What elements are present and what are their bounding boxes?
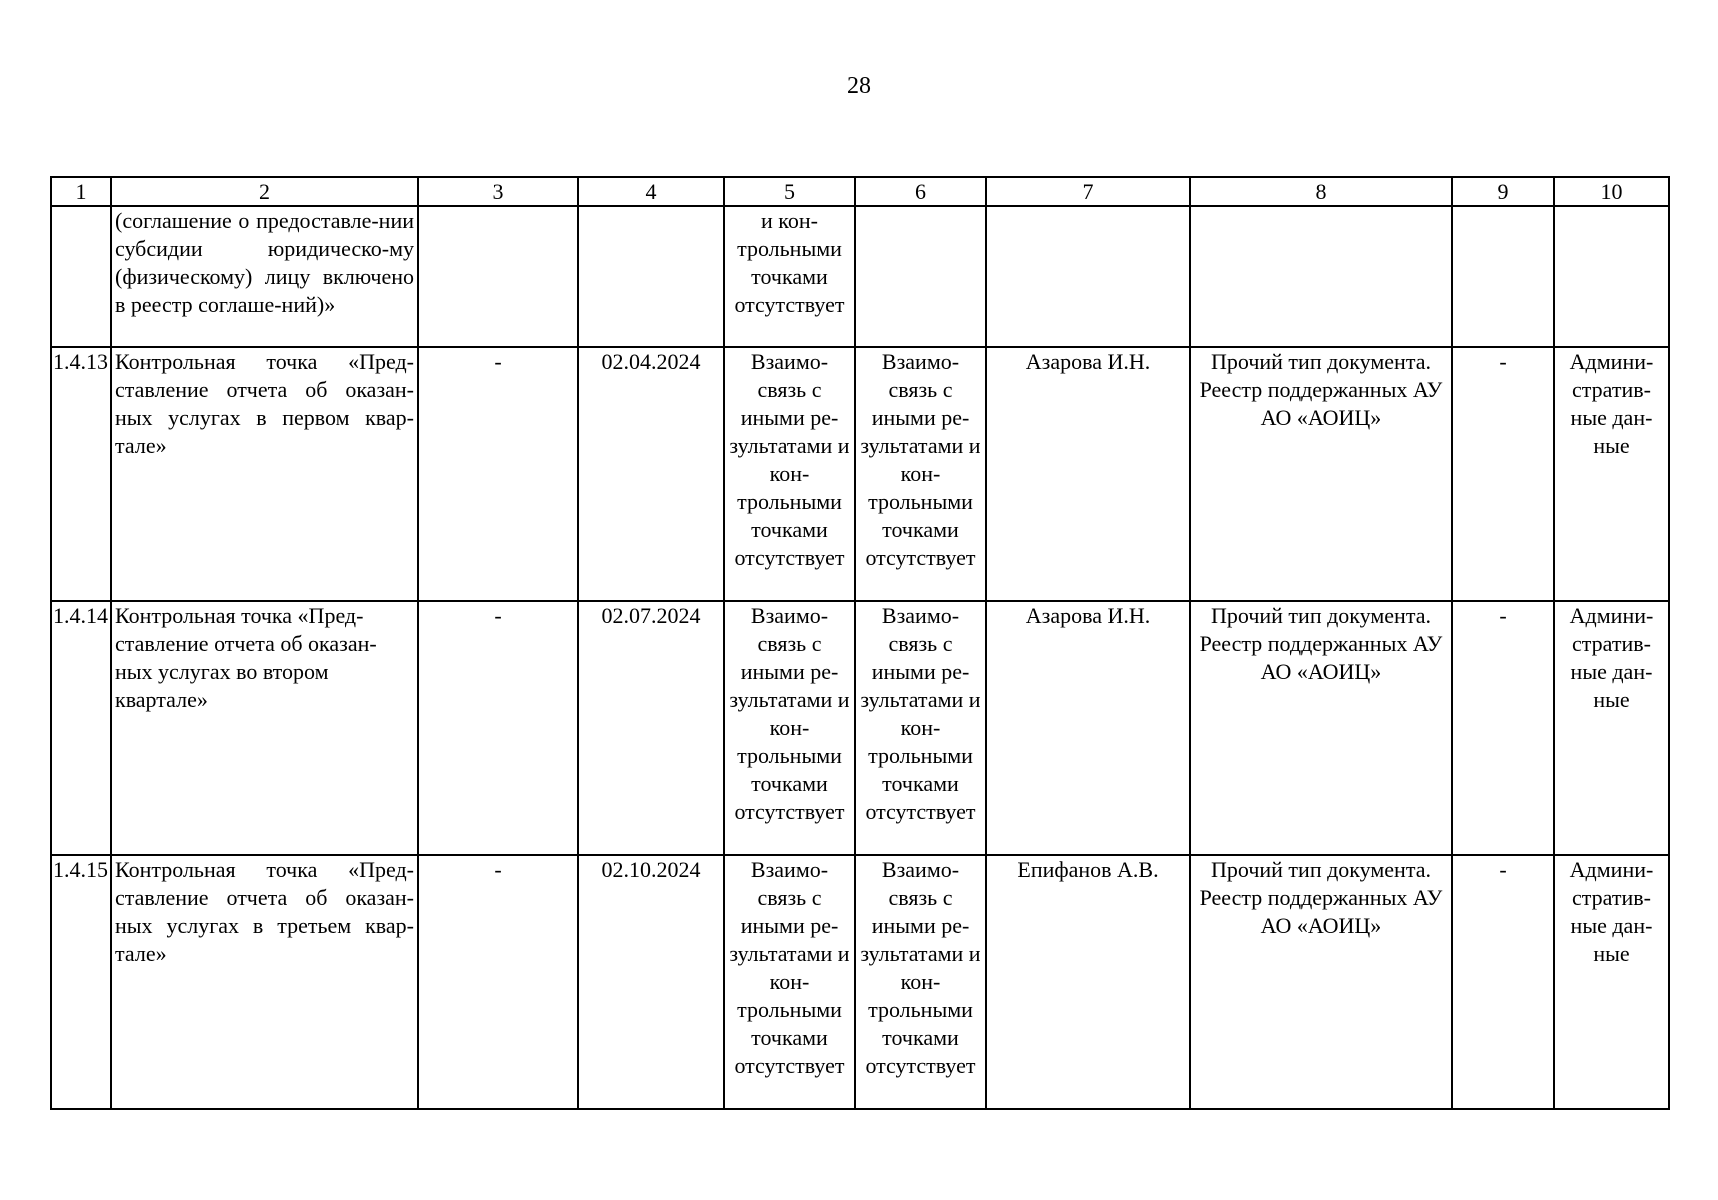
row-description: Контрольная точка «Пред-ставление отчета об оказан-ных услугах во втором квартале»	[111, 601, 418, 855]
column-header: 3	[418, 177, 578, 206]
table-row	[51, 206, 1669, 347]
cell-date: 02.07.2024	[578, 601, 724, 855]
cell-document-type: Прочий тип документа. Реестр поддержанных АУ АО «АОИЦ»	[1190, 855, 1452, 1109]
cell-date	[578, 206, 724, 347]
cell-col3: -	[418, 601, 578, 855]
row-description: Контрольная точка «Пред-ставление отчета об оказан-ных услугах в третьем квар-тале»	[111, 855, 418, 1109]
cell-col5: Взаимо-связь с иными ре-зультатами и кон-трольными точками отсутствует	[724, 347, 855, 601]
cell-source	[1554, 206, 1669, 347]
cell-col6	[855, 206, 986, 347]
cell-date: 02.04.2024	[578, 347, 724, 601]
cell-document-type: Прочий тип документа. Реестр поддержанных АУ АО «АОИЦ»	[1190, 601, 1452, 855]
row-number: 1.4.13	[51, 347, 111, 601]
row-number: 1.4.15	[51, 855, 111, 1109]
column-header: 8	[1190, 177, 1452, 206]
column-header: 7	[986, 177, 1190, 206]
cell-date: 02.10.2024	[578, 855, 724, 1109]
cell-col3: -	[418, 855, 578, 1109]
header-row	[51, 177, 1669, 206]
page-number: 28	[847, 73, 871, 99]
table-row	[51, 347, 1669, 601]
cell-source: Админи-стратив-ные дан-ные	[1554, 855, 1669, 1109]
cell-responsible	[986, 206, 1190, 347]
cell-col6: Взаимо-связь с иными ре-зультатами и кон-трольными точками отсутствует	[855, 855, 986, 1109]
cell-col9	[1452, 206, 1554, 347]
cell-col5: и кон-трольными точками отсутствует	[724, 206, 855, 347]
column-header: 6	[855, 177, 986, 206]
column-header: 4	[578, 177, 724, 206]
row-number	[51, 206, 111, 347]
column-header: 5	[724, 177, 855, 206]
cell-col5: Взаимо-связь с иными ре-зультатами и кон-трольными точками отсутствует	[724, 855, 855, 1109]
cell-col9: -	[1452, 601, 1554, 855]
cell-document-type	[1190, 206, 1452, 347]
column-header: 9	[1452, 177, 1554, 206]
cell-responsible: Азарова И.Н.	[986, 347, 1190, 601]
cell-document-type: Прочий тип документа. Реестр поддержанных АУ АО «АОИЦ»	[1190, 347, 1452, 601]
table-row	[51, 601, 1669, 855]
column-header: 10	[1554, 177, 1669, 206]
column-header: 1	[51, 177, 111, 206]
column-header: 2	[111, 177, 418, 206]
document-table	[50, 176, 1670, 1110]
row-number: 1.4.14	[51, 601, 111, 855]
cell-col9: -	[1452, 347, 1554, 601]
cell-source: Админи-стратив-ные дан-ные	[1554, 601, 1669, 855]
table-row	[51, 855, 1669, 1109]
cell-col9: -	[1452, 855, 1554, 1109]
row-description: (соглашение о предоставле-нии субсидии юридическо-му (физическому) лицу включено в реестр соглаше-ний)»	[111, 206, 418, 347]
cell-col3	[418, 206, 578, 347]
cell-responsible: Епифанов А.В.	[986, 855, 1190, 1109]
cell-col3: -	[418, 347, 578, 601]
cell-responsible: Азарова И.Н.	[986, 601, 1190, 855]
cell-source: Админи-стратив-ные дан-ные	[1554, 347, 1669, 601]
cell-col6: Взаимо-связь с иными ре-зультатами и кон-трольными точками отсутствует	[855, 347, 986, 601]
cell-col6: Взаимо-связь с иными ре-зультатами и кон-трольными точками отсутствует	[855, 601, 986, 855]
row-description: Контрольная точка «Пред-ставление отчета об оказан-ных услугах в первом квар-тале»	[111, 347, 418, 601]
cell-col5: Взаимо-связь с иными ре-зультатами и кон-трольными точками отсутствует	[724, 601, 855, 855]
